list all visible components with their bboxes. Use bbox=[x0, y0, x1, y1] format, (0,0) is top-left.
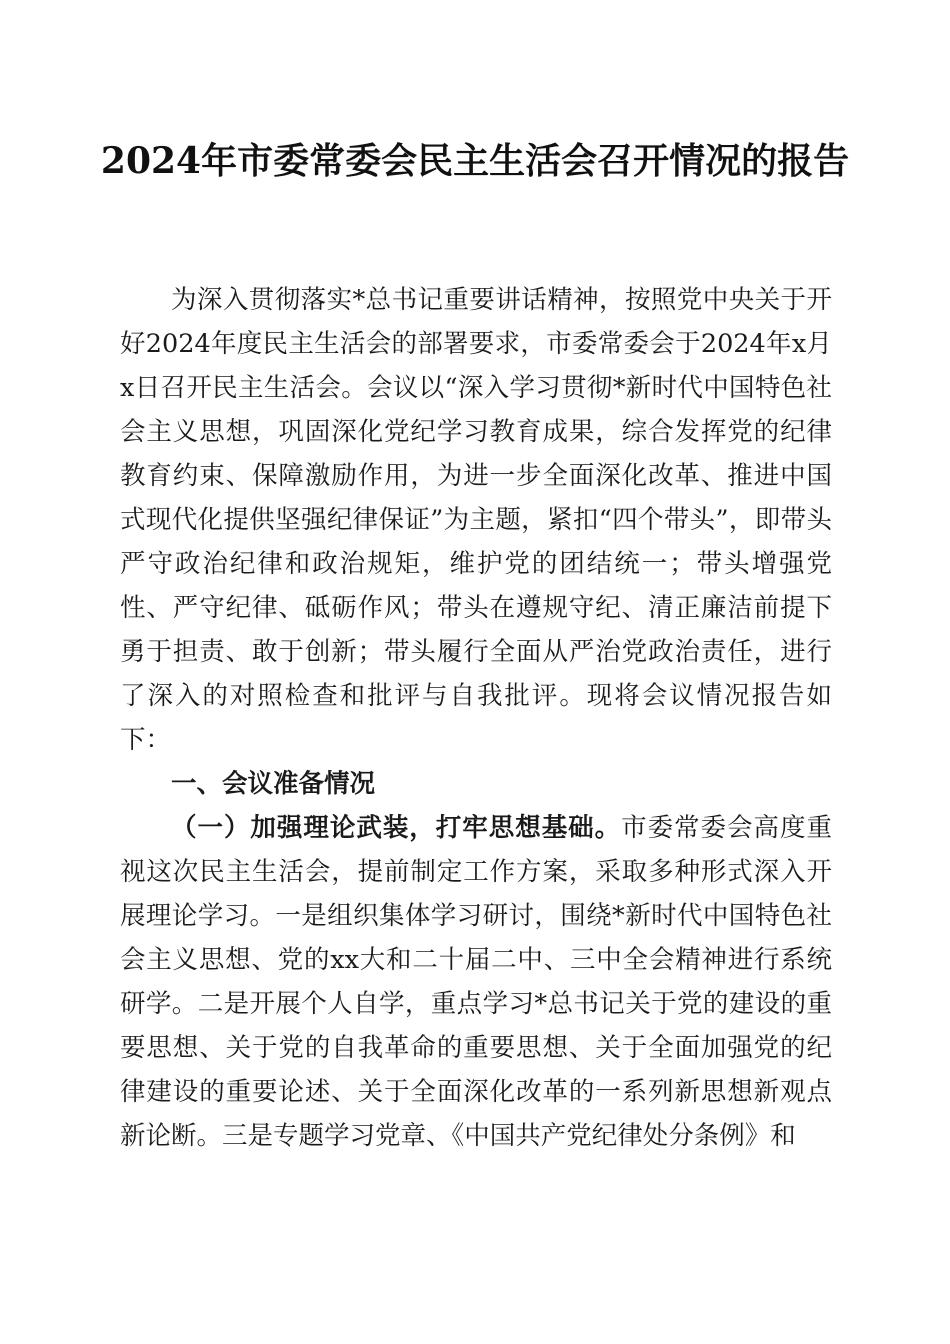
subsection-paragraph bbox=[120, 806, 832, 1158]
document-title: 2024年市委常委会民主生活会召开情况的报告 bbox=[100, 140, 850, 182]
section-heading: 一、会议准备情况 bbox=[171, 769, 376, 799]
document-body bbox=[120, 278, 832, 1158]
subsection-body: 市委常委会高度重视这次民主生活会，提前制定工作方案，采取多种形式深入开展理论学习。一是组织集体学习研讨，围绕*新时代中国特色社会主义思想、党的xx大和二十届二中、三中全会精神进行系统研学。二是开展个人自学，重点学习*总书记关于党的建设的重要思想、关于党的自我革命的重要思想、关于全面加强党的纪律建设的重要论述、关于全面深化改革的一系列新思想新观点新论断。三是专题学习党章、《中国共产党纪律处分条例》和 bbox=[120, 813, 832, 1151]
intro-paragraph: 为深入贯彻落实*总书记重要讲话精神，按照党中央关于开好2024年度民主生活会的部署要求，市委常委会于2024年x月x日召开民主生活会。会议以“深入学习贯彻*新时代中国特色社会主义思想，巩固深化党纪学习教育成果，综合发挥党的纪律教育约束、保障激励作用，为进一步全面深化改革、推进中国式现代化提供坚强纪律保证”为主题，紧扣“四个带头”，即带头严守政治纪律和政治规矩，维护党的团结统一；带头增强党性、严守纪律、砥砺作风；带头在遵规守纪、清正廉洁前提下勇于担责、敢于创新；带头履行全面从严治党政治责任，进行了深入的对照检查和批评与自我批评。现将会议情况报告如下： bbox=[120, 285, 832, 755]
subsection-lead: （一）加强理论武装，打牢思想基础。 bbox=[171, 813, 622, 843]
